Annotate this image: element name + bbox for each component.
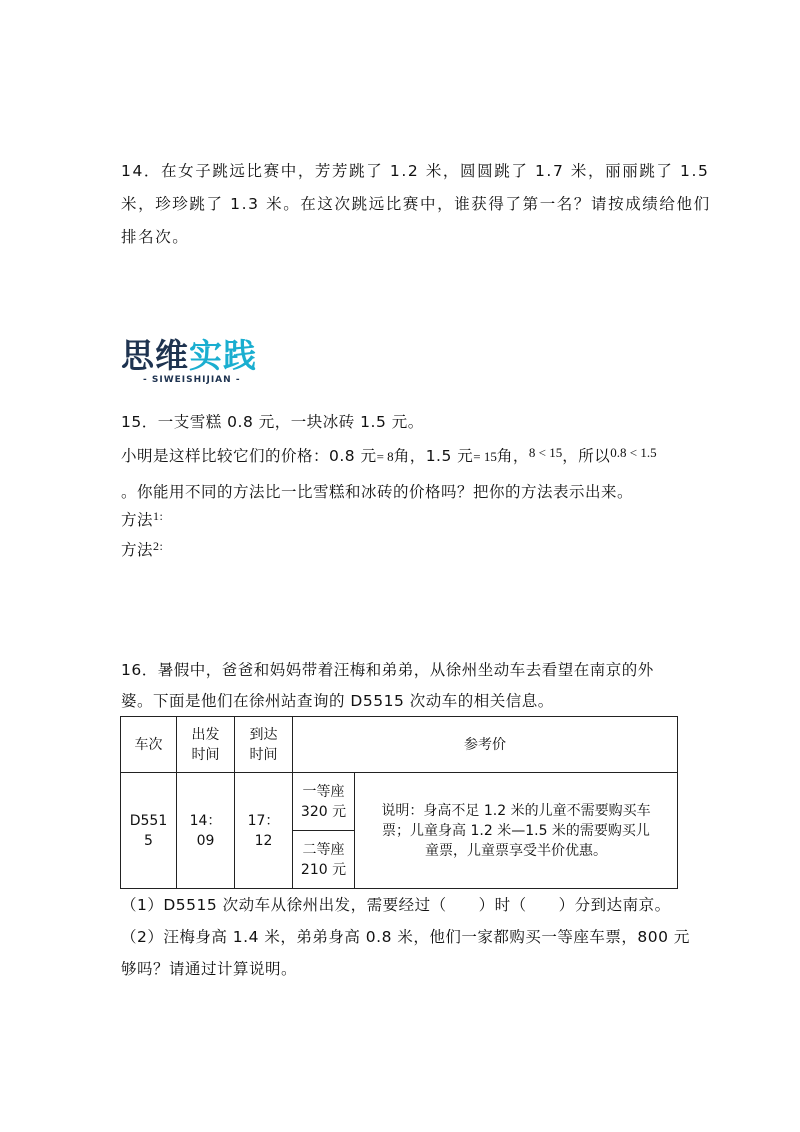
cell-second-class	[293, 831, 355, 889]
header-depart-2: 时间	[191, 746, 220, 763]
badge-title	[121, 338, 257, 374]
first-class-label: 一等座	[302, 783, 345, 800]
q16-sub-1: （1）D5515 次动车从徐州出发，需要经过（ ）时（ ）分到达南京。	[121, 896, 671, 914]
q15-method-1	[121, 508, 163, 530]
cell-first-class	[293, 773, 355, 831]
header-arrive	[235, 717, 293, 773]
q15-eq2: = 15	[473, 449, 497, 464]
cell-depart-1: 14：	[189, 812, 222, 829]
train-info-table	[120, 716, 678, 889]
badge-subtitle: - SIWEISHIJIAN -	[143, 375, 241, 385]
method2-label: 方法	[121, 541, 154, 559]
section-badge	[121, 338, 273, 390]
header-price: 参考价	[293, 717, 678, 773]
method1-label: 方法	[121, 511, 154, 529]
q15-ineq2: 0.8 < 1.5	[610, 445, 657, 460]
table-row	[121, 773, 678, 831]
q15-method-2	[121, 538, 163, 560]
q16-line-1: 16．暑假中，爸爸和妈妈带着汪梅和弟弟，从徐州坐动车去看望在南京的外	[121, 661, 654, 679]
method2-colon: :	[159, 539, 164, 553]
q15-text-a: 小明是这样比较它们的价格：0.8 元	[121, 447, 377, 465]
q16-sub-2-line-1: （2）汪梅身高 1.4 米，弟弟身高 0.8 米，他们一家都购买一等座车票，800 元	[121, 928, 690, 946]
second-class-price: 210 元	[300, 861, 347, 878]
note-line-1: 说明：身高不足 1.2 米的儿童不需要购买车	[381, 802, 651, 819]
cell-depart-2: 09	[196, 832, 215, 849]
q16-sub-2-line-2: 够吗？请通过计算说明。	[121, 960, 298, 978]
q15-line-2	[121, 444, 657, 466]
badge-title-part2: 实践	[189, 336, 257, 375]
cell-arrive	[235, 773, 293, 889]
cell-note	[355, 773, 678, 889]
first-class-price: 320 元	[300, 803, 347, 820]
q15-ineq1: 8 < 15	[528, 445, 563, 460]
q15-text-d: ，所以	[562, 447, 611, 465]
second-class-label: 二等座	[302, 841, 345, 858]
q15-line-3: 。你能用不同的方法比一比雪糕和冰砖的价格吗？把你的方法表示出来。	[121, 483, 634, 501]
cell-train-2: 5	[144, 832, 153, 849]
header-arrive-1: 到达	[249, 726, 278, 743]
cell-arrive-2: 12	[254, 832, 273, 849]
note-line-2: 票；儿童身高 1.2 米—1.5 米的需要购买儿	[382, 822, 650, 839]
q16-line-2: 婆。下面是他们在徐州站查询的 D5515 次动车的相关信息。	[121, 692, 554, 710]
cell-train-1: D551	[129, 812, 168, 829]
q14-line-2: 米，珍珍跳了 1.3 米。在这次跳远比赛中，谁获得了第一名？请按成绩给他们	[121, 195, 711, 213]
badge-title-part1: 思维	[121, 336, 189, 375]
cell-train	[121, 773, 177, 889]
header-arrive-2: 时间	[249, 746, 278, 763]
header-depart-1: 出发	[191, 726, 220, 743]
q15-text-c: 角，	[496, 447, 529, 465]
method2-num: 2	[153, 539, 160, 553]
q14-line-1: 14．在女子跳远比赛中，芳芳跳了 1.2 米，圆圆跳了 1.7 米，丽丽跳了 1.5	[121, 162, 710, 180]
header-depart	[177, 717, 235, 773]
cell-depart	[177, 773, 235, 889]
method1-colon: :	[159, 509, 164, 523]
header-train: 车次	[121, 717, 177, 773]
cell-arrive-1: 17：	[247, 812, 280, 829]
q15-line-1: 15．一支雪糕 0.8 元，一块冰砖 1.5 元。	[121, 413, 424, 431]
table-header-row	[121, 717, 678, 773]
q15-text-b: 角，1.5 元	[393, 447, 474, 465]
q15-eq1: = 8	[376, 449, 394, 464]
method1-num: 1	[153, 509, 160, 523]
note-line-3: 童票，儿童票享受半价优惠。	[425, 842, 607, 859]
q14-line-3: 排名次。	[121, 228, 190, 246]
